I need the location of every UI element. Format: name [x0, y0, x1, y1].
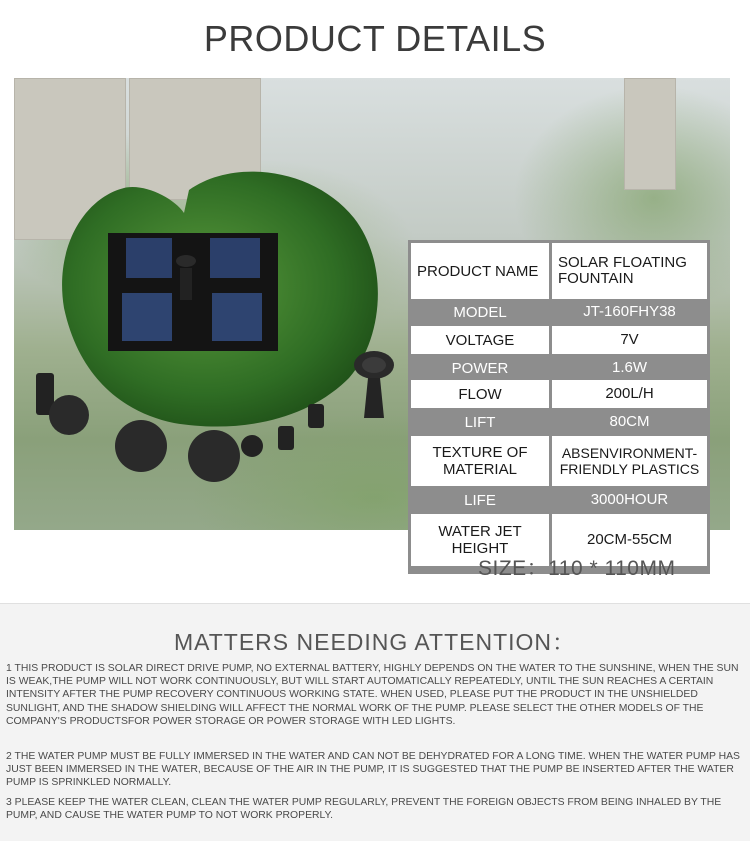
page-title: PRODUCT DETAILS: [203, 18, 547, 59]
spec-value: SOLAR FLOATING FOUNTAIN: [552, 243, 707, 299]
spec-row-voltage: [408, 326, 710, 354]
spec-row-power: [408, 355, 710, 381]
product-photo: [14, 78, 730, 557]
spec-row-lift: [408, 409, 710, 435]
spec-row-life: [408, 487, 710, 513]
spec-value: JT-160FHY38: [552, 299, 707, 325]
spec-table: [408, 240, 710, 574]
spec-value: 80CM: [552, 409, 707, 435]
spec-value: 200L/H: [552, 380, 707, 408]
spec-value: 7V: [552, 326, 707, 354]
spec-label: WATER JET HEIGHT: [411, 514, 549, 566]
spec-row-product-name: [408, 243, 710, 299]
spec-label: LIFE: [411, 487, 549, 513]
spec-row-flow: [408, 380, 710, 408]
spec-value: 1.6W: [552, 355, 707, 381]
spec-value: ABSENVIRONMENT-FRIENDLY PLASTICS: [552, 436, 707, 486]
spec-label: POWER: [411, 355, 549, 381]
spec-label: FLOW: [411, 380, 549, 408]
spec-label: VOLTAGE: [411, 326, 549, 354]
spec-value: 20CM-55CM: [552, 514, 707, 566]
attention-paragraph-2: 2 THE WATER PUMP MUST BE FULLY IMMERSED IN THE WATER AND CAN NOT BE DEHYDRATED FOR A LONG TIME. WHEN THE WATER PUMP HAS JUST BEEN IMMERSED IN THE WATER, BECAUSE OF THE AIR IN THE PUMP, IT IS SUGGESTED THAT THE PUMP BE INSERTED AFTER THE WATER PUMP IS SPRINKLED NORMALLY.: [6, 751, 740, 789]
attention-title: MATTERS NEEDING ATTENTION：: [173, 629, 577, 655]
size-label: SIZE：110 * 110MM: [478, 557, 676, 580]
spec-label: TEXTURE OF MATERIAL: [411, 436, 549, 486]
attention-section: [0, 603, 750, 841]
spec-row-material: [408, 436, 710, 486]
spec-label: LIFT: [411, 409, 549, 435]
attention-paragraph-3: 3 PLEASE KEEP THE WATER CLEAN, CLEAN THE WATER PUMP REGULARLY, PREVENT THE FOREIGN OBJECTS FROM BEING INHALED BY THE PUMP, AND CAUSE THE WATER PUMP TO NOT WORK PROPERLY.: [6, 797, 722, 822]
spec-label: MODEL: [411, 299, 549, 325]
spec-value: 3000HOUR: [552, 487, 707, 513]
attention-paragraph-1: 1 THIS PRODUCT IS SOLAR DIRECT DRIVE PUMP, NO EXTERNAL BATTERY, HIGHLY DEPENDS ON THE WATER TO THE SUNSHINE, WHEN THE SUN IS WEAK,THE PUMP WILL NOT WORK CONTINUOUSLY, BUT WILL START AUTOMATICALLY REPEATEDLY, UNTIL THE SUN REACHES A CERTAIN INTENSITY AFTER THE PUMP RECOVERY CONTINUOUS WORKING STATE. WHEN USED, PLEASE PUT THE PRODUCT IN THE UNSHIELDED SUNLIGHT, AND THE SHADOW SHIELDING WILL AFFECT THE NORMAL WORK OF THE PUMP. PLEASE SELECT THE OTHER MODELS OF THE COMPANY'S PRODUCTSFOR POWER STORAGE OR POWER STORAGE WITH LED LIGHTS.: [6, 663, 739, 727]
spec-row-model: [408, 299, 710, 325]
spec-label: PRODUCT NAME: [411, 243, 549, 299]
